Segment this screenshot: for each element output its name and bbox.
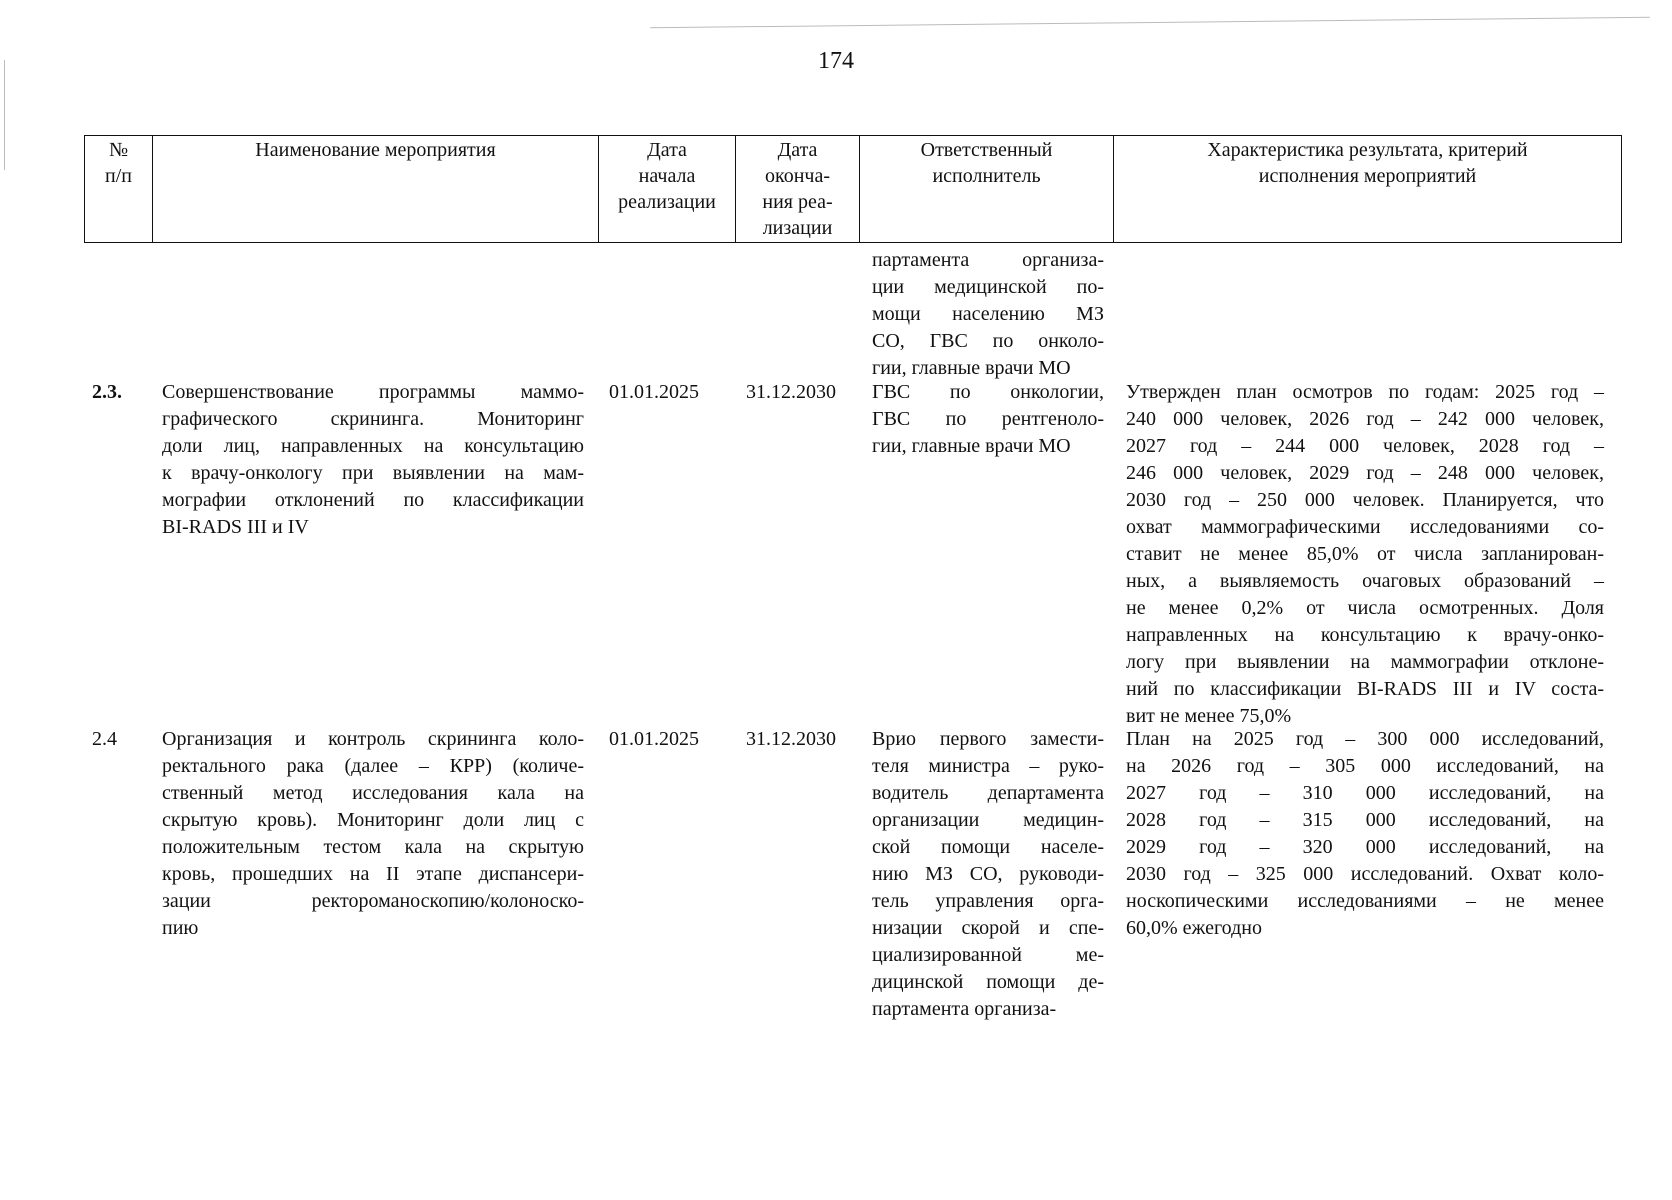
- header-text-line: Дата: [777, 139, 818, 161]
- text-line: Организация и контроль скрининга коло-: [162, 728, 584, 750]
- header-text-line: реализации: [618, 191, 716, 213]
- text-line: 246 000 человек, 2029 год – 248 000 человек,: [1126, 462, 1604, 484]
- header-text-line: лизации: [762, 217, 833, 239]
- text-line: Совершенствование программы маммо-: [162, 381, 584, 403]
- text-line: направленных на консультацию к врачу-онко-: [1126, 624, 1604, 646]
- text-line: ции медицинской по-: [872, 276, 1104, 298]
- text-line: ственный метод исследования кала на: [162, 782, 584, 804]
- text-line: нию МЗ СО, руководи-: [872, 863, 1104, 885]
- text-line: Врио первого замести-: [872, 728, 1104, 750]
- scan-artifact-line: [650, 17, 1650, 28]
- result-cell: [1126, 379, 1604, 730]
- responsible-cell: [872, 726, 1104, 1023]
- text-line: 2027 год – 310 000 исследований, на: [1126, 782, 1604, 804]
- text-line: ГВС по рентгеноло-: [872, 408, 1104, 430]
- text-line: 2028 год – 315 000 исследований, на: [1126, 809, 1604, 831]
- header-text-line: Ответственный: [920, 139, 1053, 161]
- text-line: кровь, прошедших на II этапе диспансери-: [162, 863, 584, 885]
- text-line: мощи населению МЗ: [872, 303, 1104, 325]
- text-line: 2030 год – 250 000 человек. Планируется, что: [1126, 489, 1604, 511]
- table-header: [84, 135, 1622, 243]
- text-line: зации ректороманоскопию/колоноско-: [162, 890, 584, 912]
- text-line: 2030 год – 325 000 исследований. Охват коло-: [1126, 863, 1604, 885]
- text-line: ставит не менее 85,0% от числа запланирован-: [1126, 543, 1604, 565]
- header-text-line: Наименование мероприятия: [255, 139, 496, 161]
- text-line: гии, главные врачи МО: [872, 357, 1071, 379]
- header-text-line: №: [108, 139, 129, 161]
- text-line: мографии отклонений по классификации: [162, 489, 584, 511]
- text-line: ных, а выявляемость очаговых образований –: [1126, 570, 1604, 592]
- text-line: теля министра – руко-: [872, 755, 1104, 777]
- text-line: на 2026 год – 305 000 исследований, на: [1126, 755, 1604, 777]
- activity-name-cell: [162, 379, 584, 541]
- header-text-line: ния реа-: [762, 191, 833, 213]
- text-line: План на 2025 год – 300 000 исследований,: [1126, 728, 1604, 750]
- text-line: ний по классификации BI-RADS III и IV соста-: [1126, 678, 1604, 700]
- header-start-date: [599, 136, 736, 243]
- text-line: вит не менее 75,0%: [1126, 705, 1292, 727]
- header-name: [153, 136, 599, 243]
- text-line: 2029 год – 320 000 исследований, на: [1126, 836, 1604, 858]
- text-line: доли лиц, направленных на консультацию: [162, 435, 584, 457]
- start-date-cell: 01.01.2025: [609, 381, 699, 403]
- text-line: пию: [162, 917, 199, 939]
- text-line: не менее 0,2% от числа осмотренных. Доля: [1126, 597, 1604, 619]
- text-line: графического скрининга. Мониторинг: [162, 408, 584, 430]
- text-line: 240 000 человек, 2026 год – 242 000 человек,: [1126, 408, 1604, 430]
- text-line: ГВС по онкологии,: [872, 381, 1104, 403]
- header-text-line: Характеристика результата, критерий: [1207, 139, 1528, 161]
- end-date-cell: 31.12.2030: [746, 728, 836, 750]
- text-line: СО, ГВС по онколо-: [872, 330, 1104, 352]
- text-line: тель управления орга-: [872, 890, 1104, 912]
- text-line: низации скорой и спе-: [872, 917, 1104, 939]
- responsible-cell: [872, 379, 1104, 460]
- text-line: ской помощи населе-: [872, 836, 1104, 858]
- text-line: охват маммографическими исследованиями со-: [1126, 516, 1604, 538]
- text-line: носкопическими исследованиями – не менее: [1126, 890, 1604, 912]
- text-line: логу при выявлении на маммографии отклоне-: [1126, 651, 1604, 673]
- text-line: 2027 год – 244 000 человек, 2028 год –: [1126, 435, 1604, 457]
- header-text-line: Дата: [647, 139, 687, 161]
- activity-name-cell: [162, 726, 584, 942]
- text-line: скрытую кровь). Мониторинг доли лиц с: [162, 809, 584, 831]
- header-text-line: начала: [638, 165, 696, 187]
- text-line: партамента организа-: [872, 998, 1057, 1020]
- responsible-cell: [872, 247, 1104, 382]
- scan-artifact-line: [4, 60, 5, 170]
- text-line: гии, главные врачи МО: [872, 435, 1071, 457]
- text-line: водитель департамента: [872, 782, 1104, 804]
- page-number: 174: [818, 48, 854, 74]
- text-line: ректального рака (далее – КРР) (количе-: [162, 755, 584, 777]
- header-text-line: п/п: [105, 165, 132, 187]
- header-responsible: [860, 136, 1114, 243]
- text-line: Утвержден план осмотров по годам: 2025 год –: [1126, 381, 1604, 403]
- header-text-line: исполнения мероприятий: [1258, 165, 1477, 187]
- header-text-line: исполнитель: [932, 165, 1041, 187]
- text-line: циализированной ме-: [872, 944, 1104, 966]
- header-text-line: оконча-: [765, 165, 830, 187]
- text-line: 60,0% ежегодно: [1126, 917, 1262, 939]
- header-num: [85, 136, 153, 243]
- text-line: к врачу-онкологу при выявлении на мам-: [162, 462, 584, 484]
- text-line: BI-RADS III и IV: [162, 516, 309, 538]
- row-number: 2.4: [92, 728, 117, 750]
- end-date-cell: 31.12.2030: [746, 381, 836, 403]
- text-line: организации медицин-: [872, 809, 1104, 831]
- text-line: положительным тестом кала на скрытую: [162, 836, 584, 858]
- header-result: [1114, 136, 1622, 243]
- text-line: дицинской помощи де-: [872, 971, 1104, 993]
- result-cell: [1126, 726, 1604, 942]
- start-date-cell: 01.01.2025: [609, 728, 699, 750]
- text-line: партамента организа-: [872, 249, 1104, 271]
- header-end-date: [736, 136, 860, 243]
- row-number: 2.3.: [92, 381, 122, 403]
